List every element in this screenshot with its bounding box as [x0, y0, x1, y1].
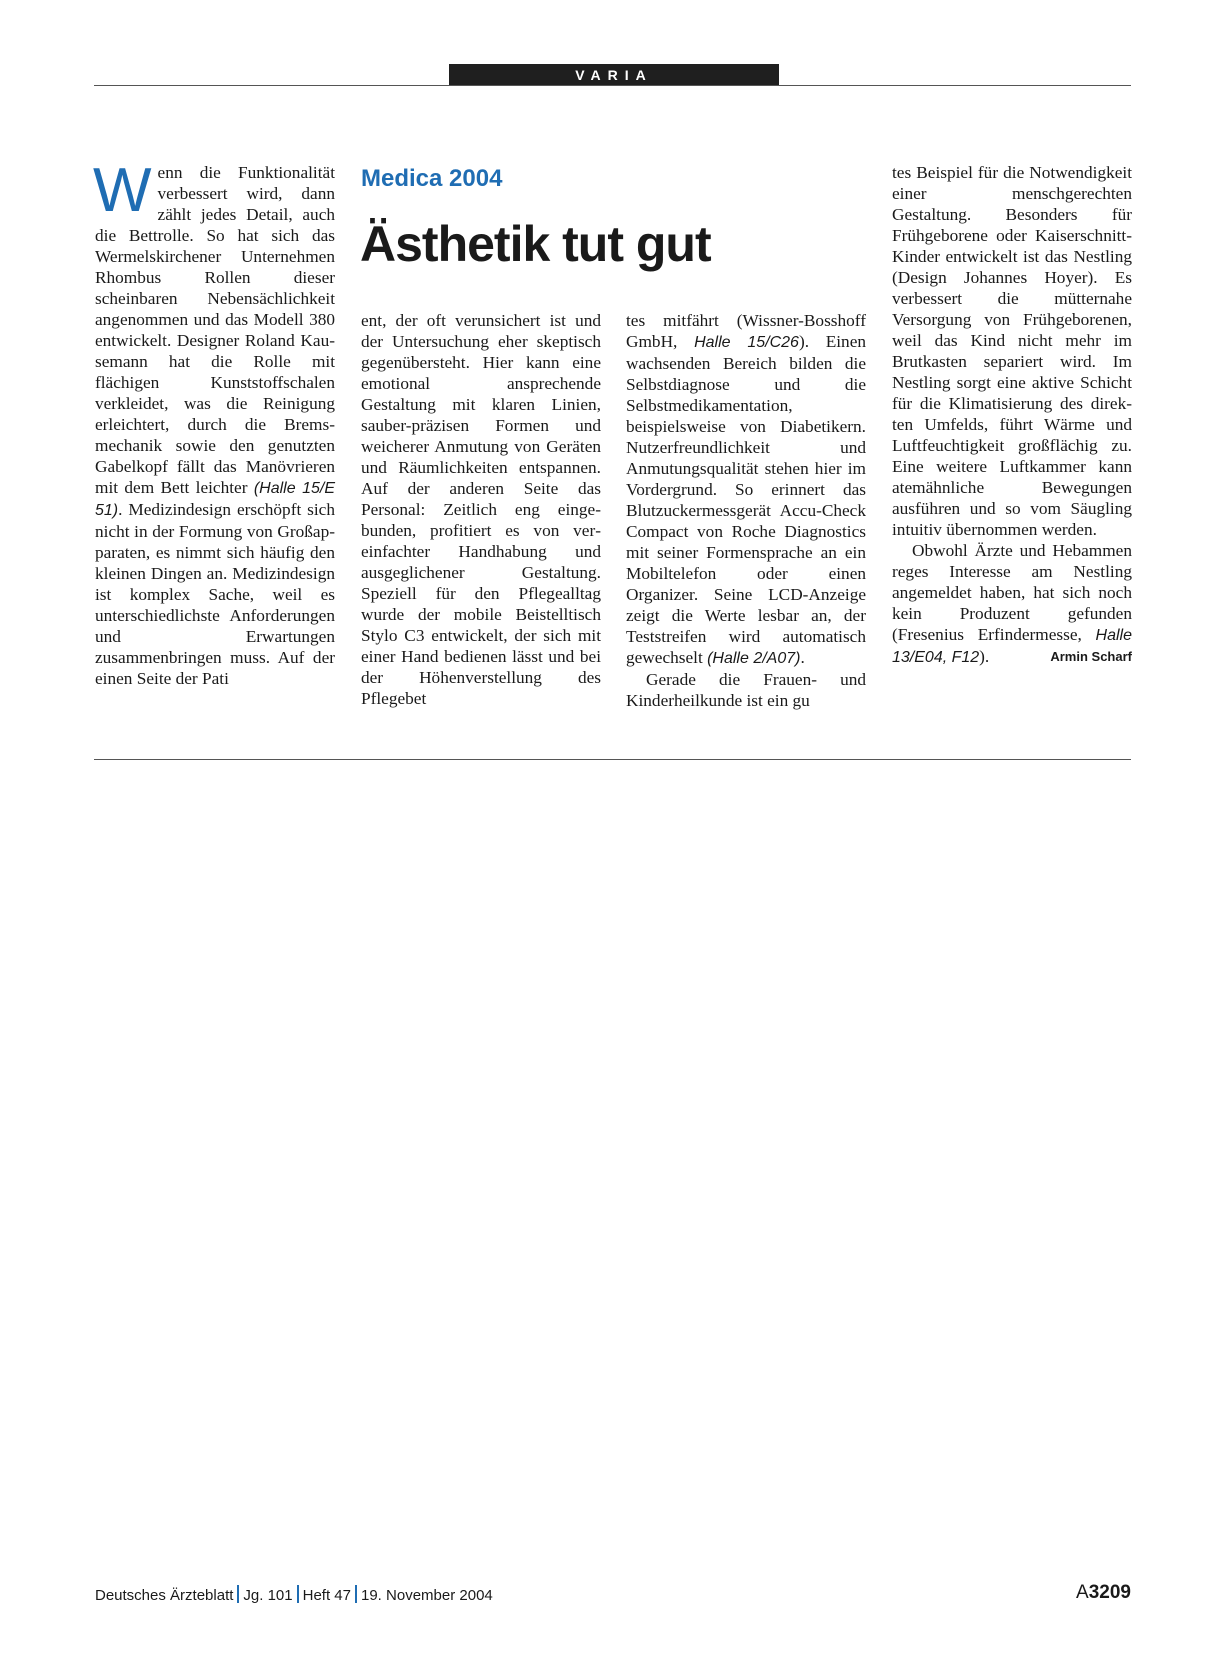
separator [355, 1585, 357, 1603]
page-footer [95, 1585, 493, 1606]
hall-reference: (Halle 15/E 51) [95, 480, 335, 519]
page-number-value: 3209 [1088, 1582, 1131, 1603]
separator [237, 1585, 239, 1603]
body-text: enn die Funktionalität verbessert wird, dann zählt jedes Detail, auch die Bettrolle. So hat sich das Wermelskirchener Unternehmen Rhombus Rollen dieser scheinbaren Nebensächlichkeit angenommen und das Modell 380 entwickelt. Designer Roland Kausemann hat die Rolle mit flächigen Kunststoffschalen verkleidet, was die Reinigung erleichtert, durch die Bremsmechanik sowie den genutzten Gabelkopf fällt das Manövrieren mit dem Bett leichter [95, 163, 335, 497]
body-text: ). Einen wachsenden Bereich bilden die Selbstdiagnose und die Selbstmedikamentation, beispielsweise von Diabetikern. Nutzerfreundlichkeit und Anmutungsqualität stehen hier im Vordergrund. So erinnert das Blutzuckermessgerät Accu-Check Compact von Roche Diagnostics mit seiner Formensprache an ein Mobiltelefon oder einen Organizer. Seine LCD-Anzeige zeigt die Werte lesbar an, der Teststreifen wird automatisch gewechselt [626, 332, 867, 667]
issue-date: 19. November 2004 [361, 1587, 493, 1604]
body-text: Gerade die Frauen- und Kinderheilkunde ist ein gu [626, 670, 866, 710]
hall-reference: Halle 13/E04, F12 [892, 627, 1132, 666]
page-number [1076, 1580, 1131, 1606]
body-text: . [800, 648, 805, 667]
article-headline: Ästhetik tut gut [360, 216, 711, 272]
article-column-4 [892, 162, 1132, 668]
body-text: ). [979, 647, 990, 666]
article-column-3 [626, 310, 866, 711]
separator [297, 1585, 299, 1603]
article-kicker: Medica 2004 [361, 165, 503, 192]
volume: Jg. 101 [243, 1587, 293, 1604]
page-prefix: A [1076, 1582, 1089, 1603]
bottom-rule [94, 759, 1131, 760]
hall-reference: Halle 15/C26 [694, 334, 799, 351]
section-label: VARIA [449, 64, 779, 86]
hall-reference: (Halle 2/A07) [707, 650, 801, 667]
body-text: . Medizindesign erschöpft sich nicht in der Formung von Großapparaten, es nimmt sich häufig den kleinen Dingen an. Medizindesign ist komplex Sache, weil es unterschiedlichste Anforderungen und Erwartungen zusammenbringen muss. Auf der einen Seite der Pati [95, 500, 335, 688]
body-text: Obwohl Ärzte und Hebammen reges Interesse am Nestling angemeldet haben, hat sich noch kein Produzent gefunden (Fresenius Erfindermesse, [892, 541, 1132, 644]
body-text: tes Beispiel für die Notwendigkeit einer menschgerechten Gestaltung. Besonders für Frühgeborene oder Kaiserschnitt-Kinder entwickelt ist das Nestling (Design Johannes Hoyer). Es verbessert die mütternahe Versorgung von Frühgeborenen, weil das Kind nicht mehr im Brutkasten separiert wird. Im Nestling sorgt eine aktive Schicht für die Klimatisierung des direkten Umfelds, führt Wärme und Luftfeuchtigkeit großflächig zu. Eine weitere Luftkammer kann atemähnliche Bewegungen ausführen und so vom Säugling intuitiv übernommen werden. [892, 163, 1132, 539]
drop-cap: W [93, 156, 152, 225]
body-text: tes mitfährt (Wissner-Bosshoff GmbH, [626, 311, 866, 351]
journal-name: Deutsches Ärzteblatt [95, 1587, 234, 1604]
author-name: Armin Scharf [1050, 649, 1132, 664]
article-column-1 [93, 156, 335, 689]
article-column-2 [361, 310, 601, 709]
top-rule [94, 85, 1131, 86]
body-text: ent, der oft verunsichert ist und der Untersuchung eher skeptisch gegenübersteht. Hier kann eine emotional ansprechende Gestaltung mit klaren Linien, sauber-präzisen Formen und weicherer Anmutung von Geräten und Räumlichkeiten entspannen. Auf der anderen Seite das Personal: Zeitlich eng eingebunden, profitiert es von vereinfachter Handhabung und ausgeglichener Gestaltung. Speziell für den Pflegealltag wurde der mobile Beistelltisch Stylo C3 entwickelt, der sich mit einer Hand bedienen lässt und bei der Höhenverstellung des Pflegebet [361, 311, 601, 708]
issue: Heft 47 [302, 1587, 351, 1604]
